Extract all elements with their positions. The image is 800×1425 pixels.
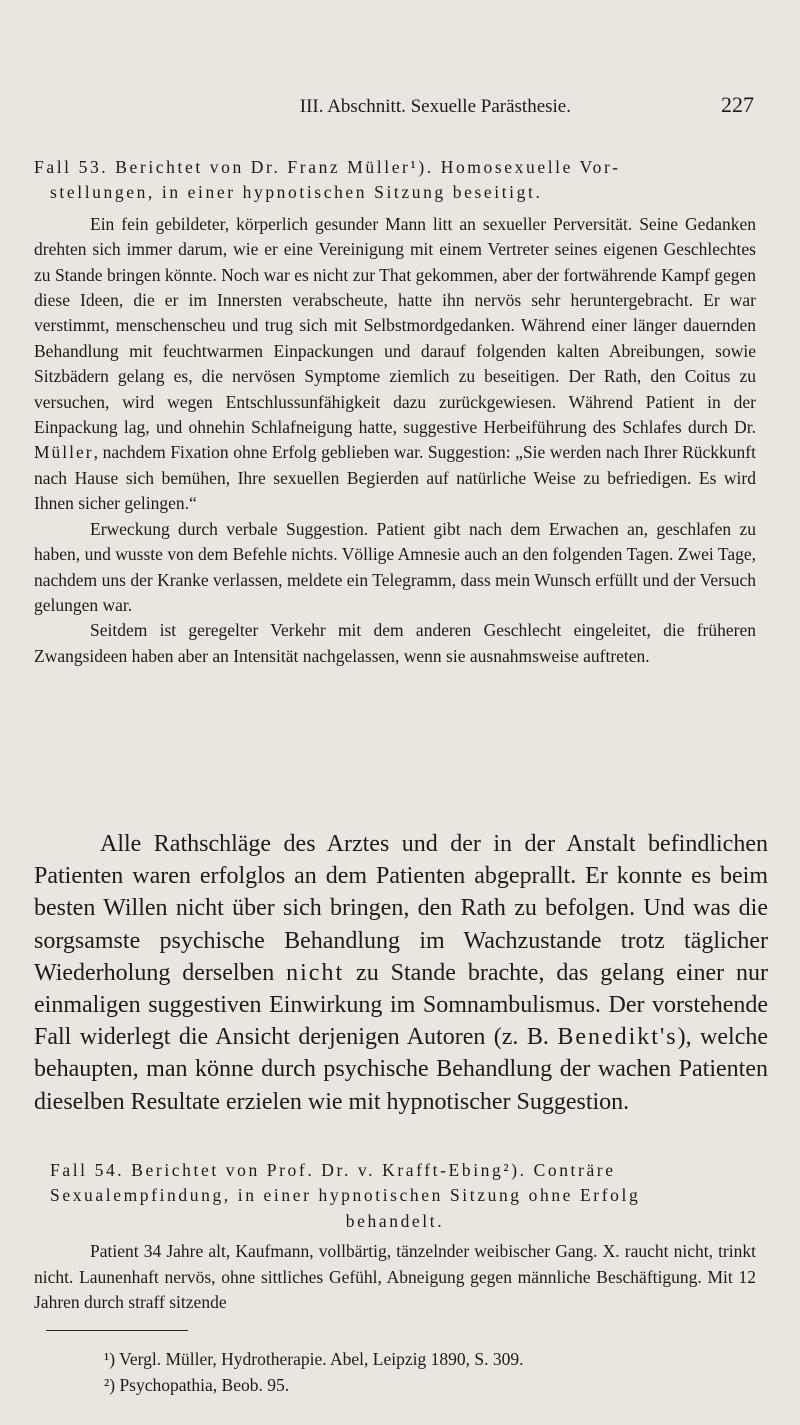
commentary-paragraph — [34, 828, 768, 1118]
case-54-heading-line-3: behandelt. — [345, 1210, 445, 1231]
case-53-heading-line-2: stellungen, in einer hypnotischen Sitzung beseitigt. — [50, 182, 543, 203]
case-54-paragraph-1: Patient 34 Jahre alt, Kaufmann, vollbärtig, tänzelnder weibischer Gang. X. raucht nicht, trinkt nicht. Launenhaft nervös, ohne sittliches Gefühl, Abneigung gegen männliche Beschäftigung. Mit 12 Jahren durch straff sitzende — [34, 1241, 756, 1313]
commentary-text-b: zu Stande brachte, das gelang einer nur einmaligen suggestiven Einwirkung im Somnambulismus. Der vorstehende Fall widerlegt die Ansicht derjenigen Autoren (z. B. — [34, 959, 769, 1051]
commentary-text-a: Alle Rathschläge des Arztes und der in der Anstalt befindlichen Patienten waren erfolglos an dem Patienten abgeprallt. Er konnte es beim besten Willen nicht über sich bringen, den Rath zu befolgen. Und was die sorgsamste psychische Behandlung im Wachzustande trotz täglicher Wiederholung derselben — [34, 831, 768, 986]
commentary-text-c: ), welche behaupten, man könne durch psychische Behandlung der wachen Patienten dieselben Resultate erzielen wie mit hypnotischer Suggestion. — [34, 1024, 769, 1115]
case-53-paragraph-1 — [34, 212, 756, 517]
case-53-paragraph-1-end: , nachdem Fixation ohne Erfolg geblieben war. Suggestion: „Sie werden nach Ihrer Rückkunft nach Hause sich bemühen, Ihre sexuellen Begierden auf natürliche Weise zu befriedigen. Es wird Ihnen sicher gelingen.“ — [34, 442, 756, 514]
author-name-mueller: Müller — [34, 442, 94, 463]
footnote-1: ¹) Vergl. Müller, Hydrotherapie. Abel, Leipzig 1890, S. 309. — [104, 1349, 524, 1369]
author-name-benedikt: Benedikt's — [557, 1024, 678, 1051]
commentary — [34, 828, 768, 1118]
case-54-heading-line-2: Sexualempfindung, in einer hypnotischen Sitzung ohne Erfolg — [50, 1185, 641, 1206]
running-header — [0, 92, 754, 118]
case-53-paragraph-2: Erweckung durch verbale Suggestion. Patient gibt nach dem Erwachen an, geschlafen zu haben, und wusste von dem Befehle nichts. Völlige Amnesie auch an den folgenden Tagen. Zwei Tage, nachdem uns der Kranke verlassen, meldete ein Telegramm, dass mein Wunsch erfüllt und der Versuch gelungen war. — [34, 518, 756, 615]
running-title: III. Abschnitt. Sexuelle Parästhesie. — [299, 96, 571, 117]
case-53-paragraph-3: Seitdem ist geregelter Verkehr mit dem anderen Geschlecht eingeleitet, die früheren Zwangsideen haben aber an Intensität nachgelassen, wenn sie ausnahmsweise auftreten. — [34, 620, 756, 666]
footnotes — [104, 1347, 523, 1398]
case-53-paragraph-1-text: Ein fein gebildeter, körperlich gesunder Mann litt an sexueller Perversität. Seine Gedanken drehten sich immer darum, wie er eine Vereinigung mit einem Vertreter seines eigenen Geschlechtes zu Stande bringen könnte. Noch war es nicht zur That gekommen, aber der fortwährende Kampf gegen diese Ideen, die er im Innersten verabscheute, hatte ihn nervös sehr heruntergebracht. Er war verstimmt, menschenscheu und trug sich mit Selbstmordgedanken. Während einer länger dauernden Behandlung mit feuchtwarmen Einpackungen und darauf folgenden kalten Abreibungen, sowie Sitzbädern gelang es, die nervösen Symptome ziemlich zu beseitigen. Der Rath, den Coitus zu versuchen, wird wegen Entschlussunfähigkeit dazu zurückgewiesen. Während Patient in der Einpackung lag, und ohnehin Schlafneigung hatte, suggestive Herbeiführung des Schlafes durch Dr. — [34, 213, 756, 438]
case-54-heading-line-1: Fall 54. Berichtet von Prof. Dr. v. Krafft-Ebing²). Conträre — [50, 1160, 616, 1180]
case-54 — [34, 1158, 756, 1315]
page-number: 227 — [721, 92, 754, 117]
emphasis-nicht: nicht — [286, 959, 345, 986]
case-53-heading-line-1: Fall 53. Berichtet von Dr. Franz Müller¹). Homosexuelle Vor- — [34, 157, 621, 177]
footnote-2: ²) Psychopathia, Beob. 95. — [104, 1374, 290, 1395]
footnote-divider — [46, 1330, 188, 1331]
case-53 — [34, 155, 756, 669]
